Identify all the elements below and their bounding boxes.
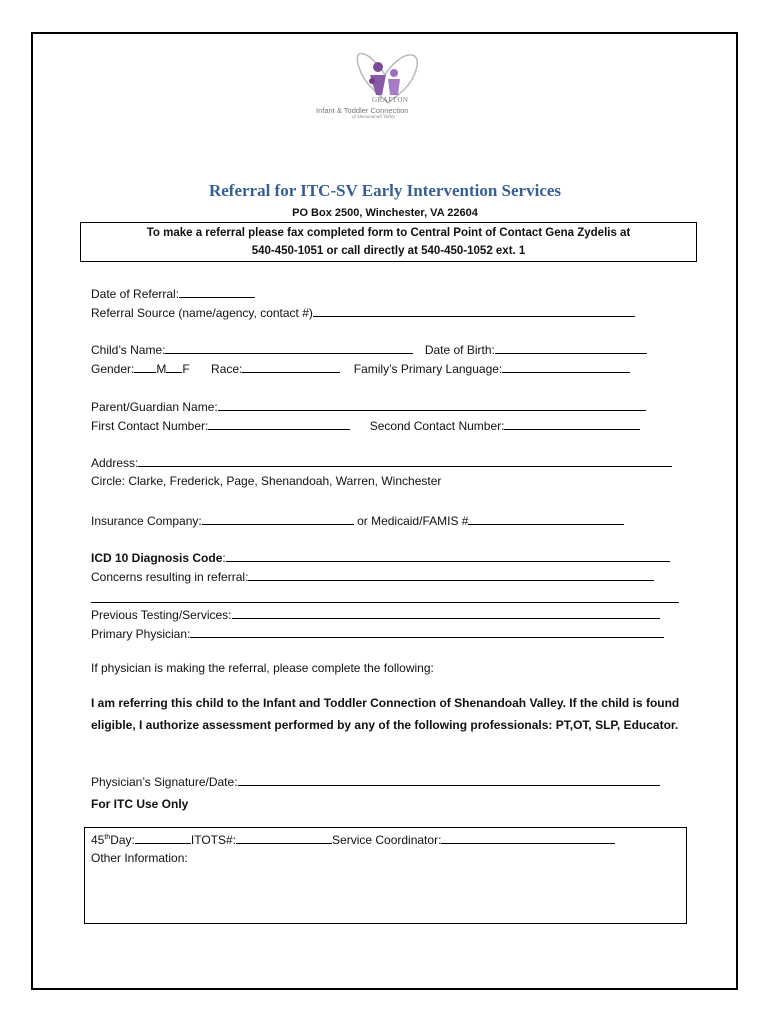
childs-name-label: Child’s Name: xyxy=(91,343,166,357)
grafton-logo xyxy=(300,45,470,135)
authorization-statement: I am referring this child to the Infant and Toddler Connection of Shenandoah Valley. If the child is found eligible, I authorize assessment performed by any of the following professionals: PT,OT, SLP, Educator. xyxy=(91,696,680,732)
physician-note: If physician is making the referral, please complete the following: xyxy=(91,661,434,675)
gender-race-row xyxy=(91,361,630,376)
itc-day-row xyxy=(91,832,615,847)
race-label: Race: xyxy=(211,362,243,376)
insurance-label: Insurance Company: xyxy=(91,514,202,528)
childs-name-row xyxy=(91,342,647,357)
contact-numbers-row xyxy=(91,418,640,433)
primary-language-label: Family’s Primary Language: xyxy=(353,362,503,376)
medicaid-label: or Medicaid/FAMIS # xyxy=(357,514,469,528)
date-of-referral-field[interactable] xyxy=(179,286,255,298)
icd-label: ICD 10 Diagnosis Code xyxy=(91,551,223,565)
gender-m-field[interactable] xyxy=(134,361,156,373)
insurance-field[interactable] xyxy=(202,513,354,525)
previous-testing-label: Previous Testing/Services: xyxy=(91,608,232,622)
concerns-field[interactable] xyxy=(248,569,654,581)
gender-f-field[interactable] xyxy=(166,361,182,373)
icd-row xyxy=(91,550,670,565)
concerns-label: Concerns resulting in referral: xyxy=(91,570,249,584)
primary-physician-row xyxy=(91,626,664,641)
service-coordinator-field[interactable] xyxy=(441,832,615,844)
insurance-row xyxy=(91,513,624,528)
circle-row xyxy=(91,474,441,488)
referral-source-label: Referral Source (name/agency, contact #) xyxy=(91,306,313,320)
race-field[interactable] xyxy=(242,361,340,373)
physician-signature-label: Physician’s Signature/Date: xyxy=(91,775,238,789)
childs-name-field[interactable] xyxy=(165,342,413,354)
primary-physician-field[interactable] xyxy=(190,626,664,638)
physician-note-row xyxy=(91,661,434,675)
second-contact-label: Second Contact Number: xyxy=(369,419,505,433)
parent-name-field[interactable] xyxy=(218,399,646,411)
gender-f-label: F xyxy=(182,362,190,376)
day-prefix: 45 xyxy=(91,833,105,847)
service-coordinator-label: Service Coordinator: xyxy=(332,833,442,847)
address-row xyxy=(91,455,672,470)
previous-testing-field[interactable] xyxy=(232,607,660,619)
date-of-birth-label: Date of Birth: xyxy=(424,343,495,357)
medicaid-field[interactable] xyxy=(468,513,624,525)
referral-source-row xyxy=(91,305,635,320)
logo-org-line3: of Shenandoah Valley xyxy=(352,115,396,120)
other-information-row xyxy=(91,851,188,865)
circle-options[interactable]: Circle: Clarke, Frederick, Page, Shenandoah, Warren, Winchester xyxy=(91,474,442,488)
gender-label: Gender: xyxy=(91,362,135,376)
itots-label: ITOTS#: xyxy=(190,833,237,847)
notice-line-1: To make a referral please fax completed form to Central Point of Contact Gena Zydelis at xyxy=(146,227,631,239)
parent-name-label: Parent/Guardian Name: xyxy=(91,400,218,414)
previous-testing-row xyxy=(91,607,660,622)
day-superscript: th xyxy=(104,834,111,841)
first-contact-field[interactable] xyxy=(208,418,350,430)
itots-field[interactable] xyxy=(236,832,332,844)
parent-name-row xyxy=(91,399,646,414)
second-contact-field[interactable] xyxy=(504,418,640,430)
logo-org-line2: Infant & Toddler Connection xyxy=(316,106,409,115)
physician-signature-row xyxy=(91,774,660,789)
logo-org-line1: GRAFTON xyxy=(372,96,409,104)
date-of-referral-row xyxy=(91,286,255,301)
icd-colon: : xyxy=(222,551,226,565)
physician-signature-field[interactable] xyxy=(238,774,660,786)
date-of-birth-field[interactable] xyxy=(495,342,647,354)
concerns-extra-line[interactable] xyxy=(91,602,679,603)
notice-line-2: 540-450-1051 or call directly at 540-450-1052 ext. 1 xyxy=(251,245,526,257)
address-label: Address: xyxy=(91,456,139,470)
referral-source-field[interactable] xyxy=(313,305,635,317)
day-field[interactable] xyxy=(135,832,191,844)
first-contact-label: First Contact Number: xyxy=(91,419,209,433)
primary-language-field[interactable] xyxy=(502,361,630,373)
referral-notice-box xyxy=(80,222,697,262)
primary-physician-label: Primary Physician: xyxy=(91,627,191,641)
address-field[interactable] xyxy=(138,455,672,467)
mailing-address: PO Box 2500, Winchester, VA 22604 xyxy=(292,207,478,219)
other-information-label: Other Information: xyxy=(91,851,188,865)
date-of-referral-label: Date of Referral: xyxy=(91,287,180,301)
gender-m-label: M xyxy=(156,362,167,376)
concerns-row xyxy=(91,569,654,584)
form-title: Referral for ITC-SV Early Intervention Services xyxy=(208,181,562,200)
icd-field[interactable] xyxy=(226,550,670,562)
itc-use-only-heading: For ITC Use Only xyxy=(91,797,189,811)
day-label: Day: xyxy=(110,833,135,847)
